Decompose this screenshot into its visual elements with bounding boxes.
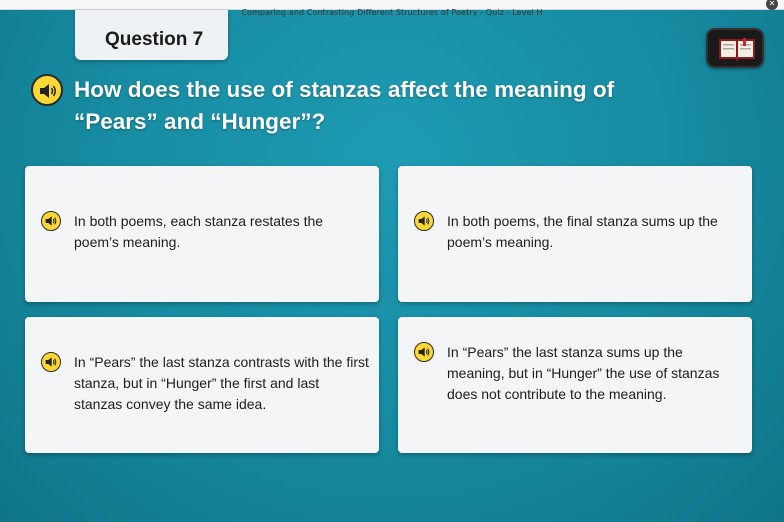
close-button[interactable]: [766, 0, 778, 10]
answer-option-3[interactable]: [25, 317, 379, 453]
answer-option-4[interactable]: [398, 317, 752, 453]
window-titlebar: [0, 0, 784, 17]
speaker-icon: [44, 215, 58, 227]
speaker-icon: [44, 356, 58, 368]
question-text: How does the use of stanzas affect the meaning of “Pears” and “Hunger”?: [74, 77, 615, 134]
question-audio-button[interactable]: [31, 74, 63, 106]
answer-text-3: In “Pears” the last stanza contrasts with the first stanza, but in “Hunger” the first and last stanzas convey the same idea.: [74, 354, 369, 412]
book-icon: [718, 37, 756, 61]
answer-text-4: In “Pears” the last stanza sums up the meaning, but in “Hunger” the use of stanzas does not contribute to the meaning.: [447, 344, 720, 402]
answer-audio-button-4[interactable]: [414, 342, 434, 362]
window-title: Comparing and Contrasting Different Structures of Poetry - Quiz - Level H: [241, 8, 543, 17]
speaker-icon: [417, 346, 431, 358]
answer-option-1[interactable]: [25, 166, 379, 302]
answer-option-2[interactable]: [398, 166, 752, 302]
question-number-tab: [75, 10, 228, 60]
answer-audio-button-1[interactable]: [41, 211, 61, 231]
speaker-icon: [38, 82, 58, 100]
speaker-icon: [417, 215, 431, 227]
question-number-label: Question 7: [105, 29, 204, 50]
book-button[interactable]: [706, 28, 764, 68]
answer-audio-button-2[interactable]: [414, 211, 434, 231]
answer-text-1: In both poems, each stanza restates the poem’s meaning.: [74, 213, 324, 250]
close-icon: ✕: [768, 0, 776, 8]
answer-text-2: In both poems, the final stanza sums up the poem’s meaning.: [447, 213, 718, 250]
answer-audio-button-3[interactable]: [41, 352, 61, 372]
